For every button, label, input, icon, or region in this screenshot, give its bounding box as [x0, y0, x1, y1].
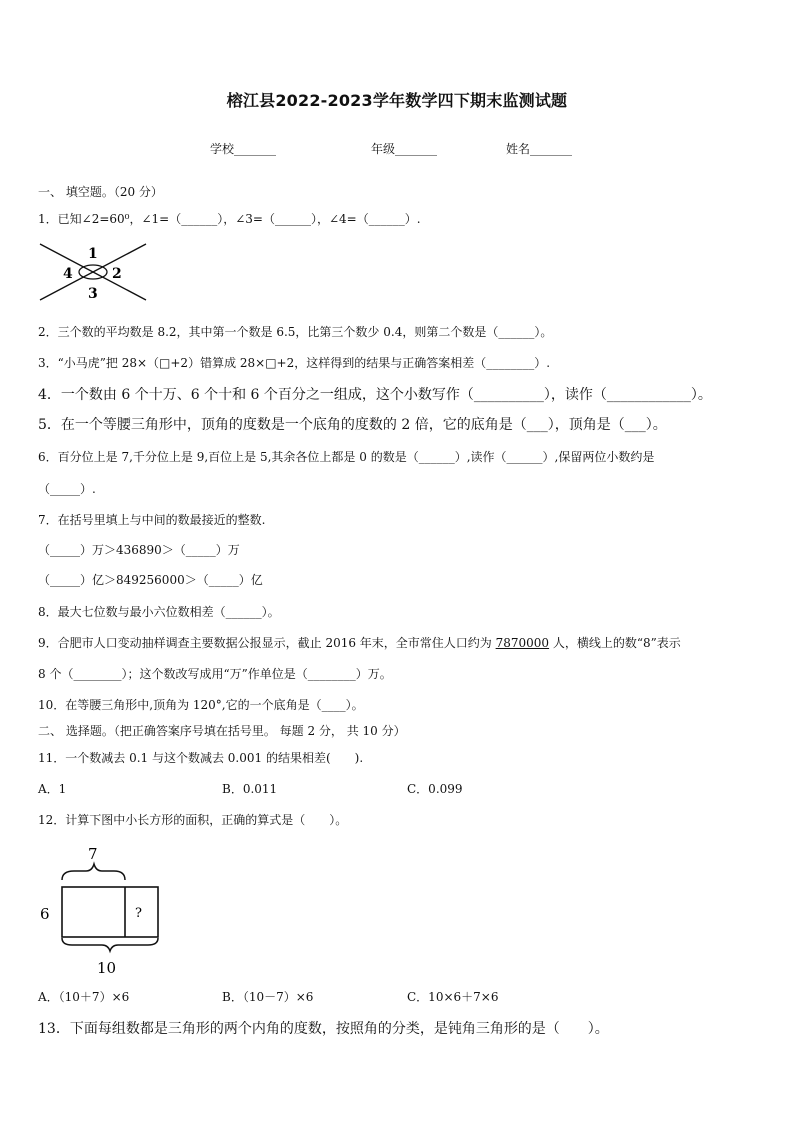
question-10: 10．在等腰三角形中,顶角为 120°,它的一个底角是（____）。 [38, 698, 364, 712]
q11-option-b[interactable]: B．0.011 [222, 782, 278, 796]
grade-field[interactable]: 年级_______ [371, 142, 438, 156]
question-9-text-b: 人，横线上的数“8”表示 [549, 636, 681, 650]
question-6: 6．百分位上是 7,千分位上是 9,百位上是 5,其余各位上都是 0 的数是（______）,读作（______）,保留两位小数约是 [38, 450, 655, 464]
left-length-label: 6 [40, 905, 50, 923]
question-5: 5．在一个等腰三角形中，顶角的度数是一个底角的度数的 2 倍，它的底角是（___），顶角是（___）。 [38, 417, 667, 433]
question-4: 4．一个数由 6 个十万、6 个十和 6 个百分之一组成，这个小数写作（__________），读作（____________）。 [38, 387, 712, 403]
question-2: 2．三个数的平均数是 8.2，其中第一个数是 6.5，比第三个数少 0.4，则第二个数是（______）。 [38, 325, 553, 339]
name-field[interactable]: 姓名_______ [506, 142, 573, 156]
school-field[interactable]: 学校_______ [210, 142, 277, 156]
page-title: 榕江县2022-2023学年数学四下期末监测试题 [226, 91, 568, 110]
question-11: 11．一个数减去 0.1 与这个数减去 0.001 的结果相差( ). [38, 751, 364, 765]
bottom-length-label: 10 [97, 959, 117, 977]
angle-diagram [36, 240, 151, 302]
section-heading-choice: 二、 选择题。（把正确答案序号填在括号里。 每题 2 分， 共 10 分） [38, 724, 406, 738]
angle-2-label: 2 [112, 266, 122, 282]
question-8: 8．最大七位数与最小六位数相差（______）。 [38, 605, 280, 619]
q11-option-a[interactable]: A．1 [38, 782, 67, 796]
unknown-mark: ? [135, 906, 142, 921]
question-12: 12．计算下图中小长方形的面积，正确的算式是（ ）。 [38, 813, 348, 827]
q11-option-c[interactable]: C．0.099 [407, 782, 463, 796]
section-heading-fill-blank: 一、 填空题。（20 分） [38, 185, 163, 199]
question-7: 7．在括号里填上与中间的数最接近的整数. [38, 513, 266, 527]
q12-option-a[interactable]: A．（10＋7）×6 [38, 990, 130, 1004]
top-length-label: 7 [88, 845, 98, 863]
question-3: 3．“小马虎”把 28×（□+2）错算成 28×□+2，这样得到的结果与正确答案相差（________）. [38, 356, 551, 370]
rectangle-diagram [34, 842, 169, 977]
question-9-text-a: 9．合肥市人口变动抽样调查主要数据公报显示，截止 2016 年末，全市常住人口约为 [38, 636, 496, 650]
question-1: 1．已知∠2=60⁰，∠1=（______），∠3=（______），∠4=（______）. [38, 212, 421, 226]
question-9 [38, 634, 681, 651]
angle-1-label: 1 [88, 246, 98, 262]
underlined-number: 7870000 [495, 636, 550, 650]
q12-option-b[interactable]: B．（10－7）×6 [222, 990, 314, 1004]
angle-3-label: 3 [88, 286, 98, 302]
question-9-continued: 8 个（________）；这个数改写成用“万”作单位是（________）万。 [38, 667, 392, 681]
q12-option-c[interactable]: C．10×6＋7×6 [407, 990, 499, 1004]
question-7b: （_____）亿＞849256000＞（_____）亿 [38, 573, 263, 587]
angle-4-label: 4 [63, 266, 73, 282]
question-6-continued: （_____）. [38, 482, 96, 496]
question-13: 13．下面每组数都是三角形的两个内角的度数，按照角的分类，是钝角三角形的是（ ）。 [38, 1021, 609, 1037]
question-7a: （_____）万＞436890＞（_____）万 [38, 543, 240, 557]
